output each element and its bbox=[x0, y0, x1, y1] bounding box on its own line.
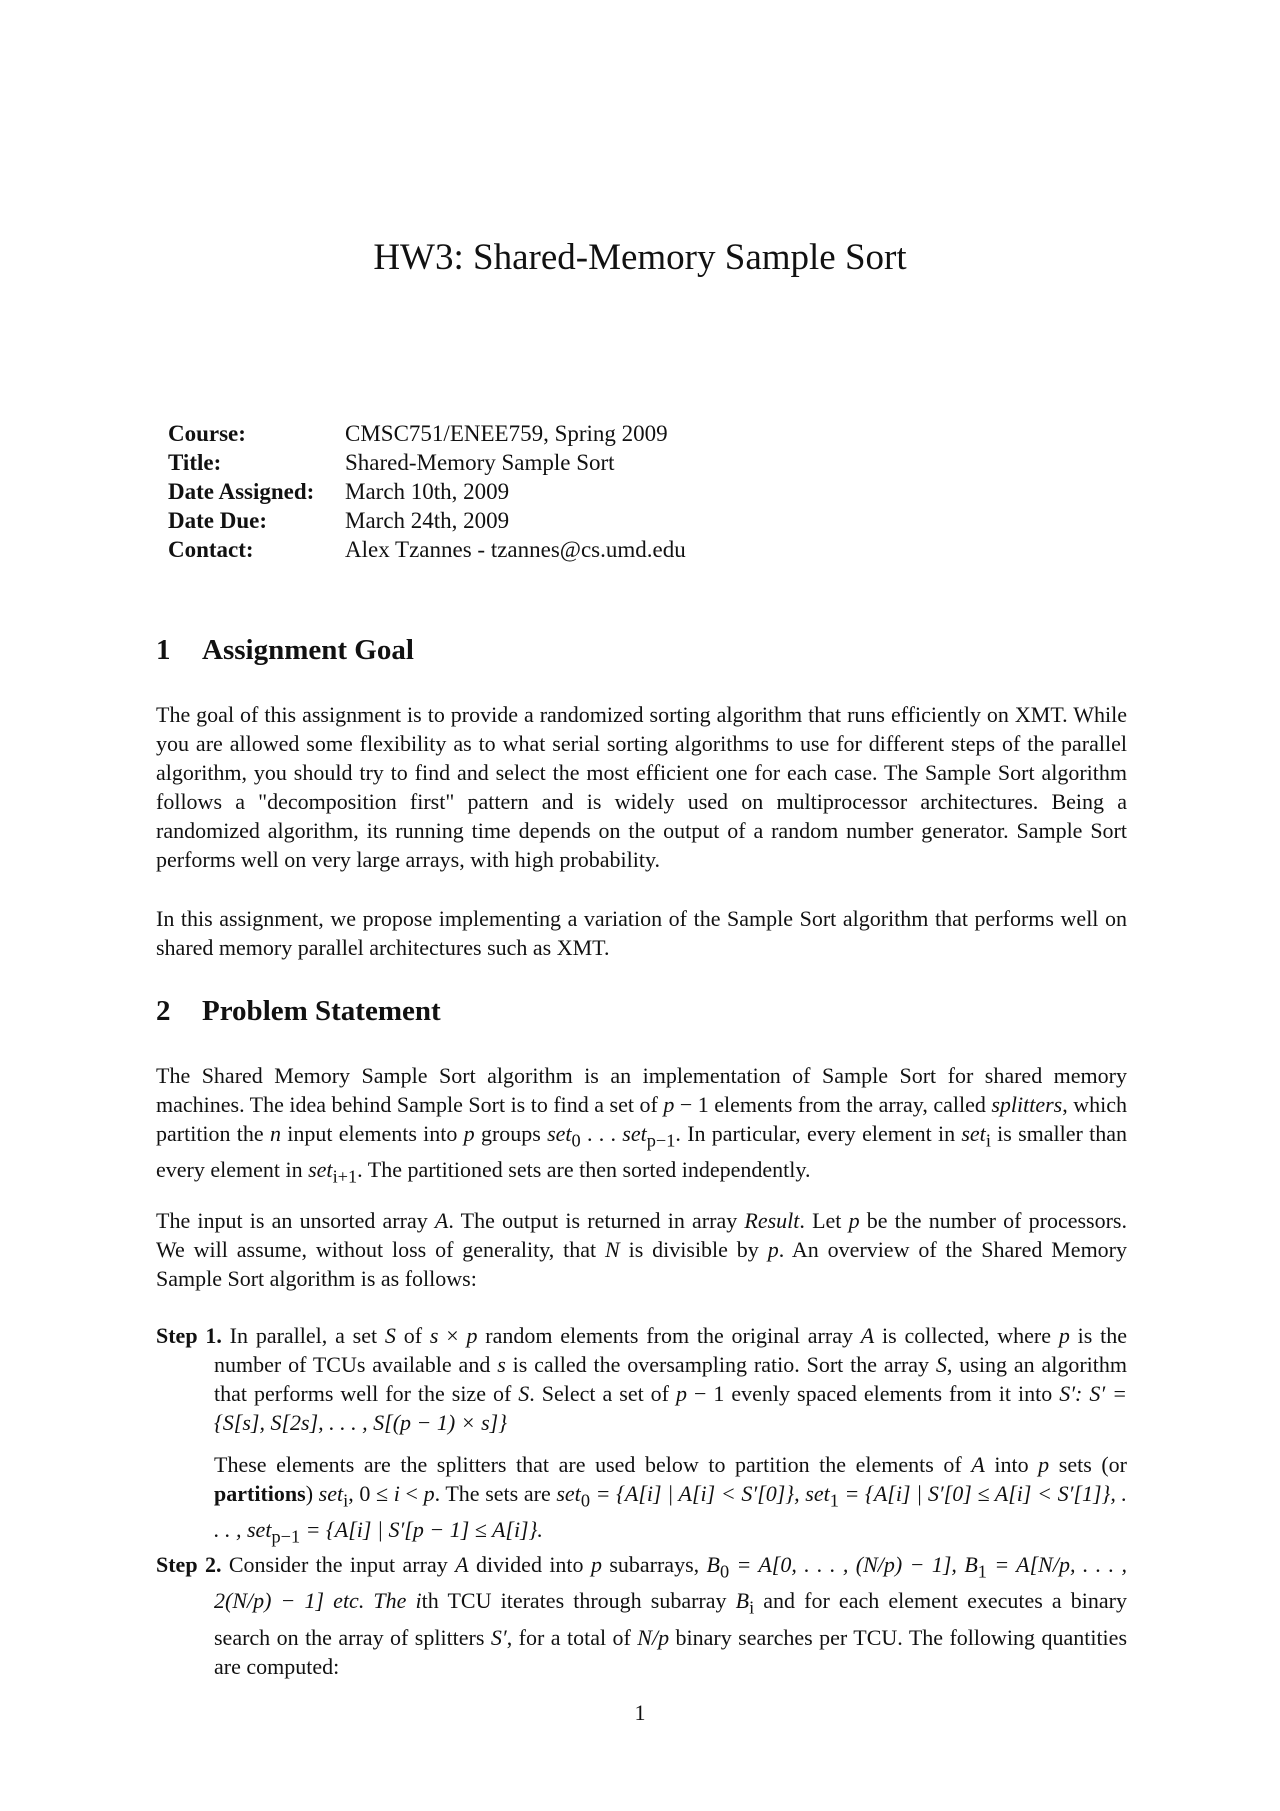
info-key: Title: bbox=[168, 450, 222, 475]
paragraph-problem-2: The input is an unsorted array A. The output is returned in array Result. Let p be the number of processors. We will assume, without loss of generality, that N is divisible by p. An overview of the Shared Memory Sample Sort algorithm is as follows: bbox=[156, 1208, 1128, 1291]
section-heading-problem-statement bbox=[156, 997, 441, 1026]
info-value: CMSC751/ENEE759, Spring 2009 bbox=[345, 421, 668, 446]
info-key: Course: bbox=[168, 421, 246, 446]
info-key: Contact: bbox=[168, 537, 254, 562]
info-row-contact bbox=[168, 535, 686, 564]
section-heading-assignment-goal bbox=[156, 636, 414, 665]
info-value: Shared-Memory Sample Sort bbox=[345, 450, 615, 475]
paragraph-goal-1: The goal of this assignment is to provide a randomized sorting algorithm that runs efficiently on XMT. While you are allowed some flexibility as to what serial sorting algorithms to use for different steps of the parallel algorithm, you should try to find and select the most efficient one for each case. The Sample Sort algorithm follows a "decomposition first" pattern and is widely used on multiprocessor architectures. Being a randomized algorithm, its running time depends on the output of a random number generator. Sample Sort performs well on very large arrays, with high probability. bbox=[156, 702, 1127, 872]
info-value: Alex Tzannes - tzannes@cs.umd.edu bbox=[345, 537, 686, 562]
info-value: March 24th, 2009 bbox=[345, 508, 510, 533]
info-row-title bbox=[168, 448, 686, 477]
info-value: March 10th, 2009 bbox=[345, 479, 510, 504]
page-number: 1 bbox=[634, 1700, 646, 1725]
info-key: Date Due: bbox=[168, 508, 267, 533]
info-row-course bbox=[168, 419, 686, 448]
step-label: Step 1. bbox=[156, 1323, 222, 1348]
section-title: Problem Statement bbox=[202, 995, 441, 1027]
info-row-date-assigned bbox=[168, 477, 686, 506]
section-number: 2 bbox=[156, 995, 171, 1027]
paragraph-problem-1: The Shared Memory Sample Sort algorithm is an implementation of Sample Sort for shared memory machines. The idea behind Sample Sort is to find a set of p − 1 elements from the array, called splitters, which partition the n input elements into p groups set$_0$ . . . set$_{p-1}$. In particular, every element in set$_i$ is smaller than every element in set$_{i+1}$. The partitioned sets are then sorted independently. bbox=[156, 1063, 1128, 1187]
document-title: HW3: Shared-Memory Sample Sort bbox=[373, 237, 907, 278]
info-row-date-due bbox=[168, 506, 686, 535]
assignment-info-table bbox=[168, 419, 686, 564]
algorithm-step-2: Step 2. Consider the input array A divided into p subarrays, $B_0 = A[0$, . . . , (N/p) − 1], $B_1 = A[N/p$, . . . , 2(N/p) − 1] etc. The ith TCU iterates through subarray $B_i$ and for each element executes a binary search on the array of splitters S′, for a total of N/p binary searches per TCU. The following quantities are computed: bbox=[156, 1552, 1127, 1679]
paragraph-goal-2: In this assignment, we propose implementing a variation of the Sample Sort algorithm that performs well on shared memory parallel architectures such as XMT. bbox=[156, 906, 1127, 960]
section-title: Assignment Goal bbox=[202, 634, 414, 666]
info-key: Date Assigned: bbox=[168, 479, 315, 504]
algorithm-step-1-splitters: These elements are the splitters that are used below to partition the elements of A into p sets (or partitions) set$_i$, 0 ≤ i < p. The sets are set$_0$ = {A[i] | A[i] < S′[0]}, set$_1$ = {A[i] | S′[0] ≤ A[i] < S′[1]}, . . . , set$_{p-1}$ = {A[i] | S′[p − 1] ≤ A[i]}. bbox=[214, 1452, 1127, 1547]
step-label: Step 2. bbox=[156, 1552, 222, 1577]
section-number: 1 bbox=[156, 634, 171, 666]
algorithm-step-1: Step 1. In parallel, a set S of s × p random elements from the original array A is collected, where p is the number of TCUs available and s is called the oversampling ratio. Sort the array S, using an algorithm that performs well for the size of S. Select a set of p − 1 evenly spaced elements from it into S′: S′ = {S[s], S[2s], . . . , S[(p − 1) × s]} bbox=[156, 1323, 1127, 1435]
